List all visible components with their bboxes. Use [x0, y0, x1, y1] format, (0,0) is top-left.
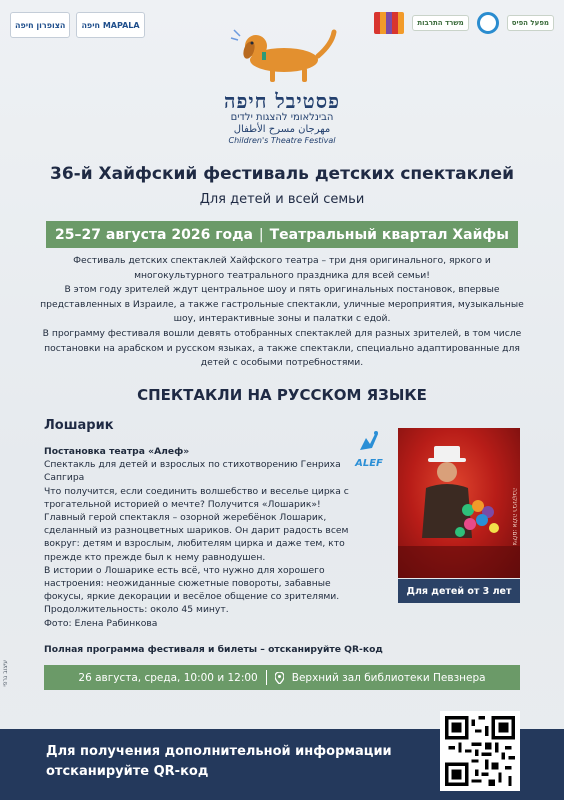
design-credit: עיצוב גרפי	[2, 660, 9, 687]
date-venue-banner	[46, 221, 518, 248]
intro-paragraph: Фестиваль детских спектаклей Хайфского театра – три дня оригинального, яркого и многокультурного театрального праздника для всей семьи!	[73, 255, 491, 281]
intro-paragraph: В программу фестиваля вошли девять отобранных спектаклей для разных зрителей, в том числе постановки на арабском и русском языках, а также спектакли, специально адаптированные для детей с особыми потребностями.	[42, 327, 522, 369]
show-duration: Продолжительность: около 45 минут.	[44, 604, 229, 616]
page-title: 36-й Хайфский фестиваль детских спектаклей	[49, 164, 514, 184]
divider	[266, 670, 267, 685]
logo-hatzofron: הצופרון חיפה	[10, 12, 70, 38]
performer-illustration	[398, 428, 520, 578]
festival-logo	[182, 18, 382, 158]
show-description	[44, 445, 354, 630]
logo-culture-ministry: משרד התרבות	[412, 15, 468, 31]
partner-logos-right	[374, 12, 554, 34]
location-pin-icon	[275, 672, 284, 684]
dog-balloon-icon	[222, 18, 342, 90]
festival-english: Children's Theatre Festival	[228, 136, 336, 145]
show-paragraph: Спектакль для детей и взрослых по стихотворению Генриха Сапгира	[44, 459, 341, 484]
show-name: Лошарик	[44, 418, 114, 433]
festival-venue: Театральный квартал Хайфы	[269, 226, 509, 243]
alef-logo	[354, 428, 384, 469]
intro-text	[40, 254, 524, 371]
schedule-location: Верхний зал библиотеки Певзнера	[291, 671, 486, 684]
show-photo-credit: Фото: Елена Рабинкова	[44, 617, 158, 629]
show-production: Постановка театра «Алеф»	[44, 446, 190, 457]
divider: |	[258, 226, 264, 243]
festival-hebrew-title: פסטיבל חיפה	[224, 89, 340, 113]
footer-line: отсканируйте QR-код	[46, 764, 209, 779]
festival-dates: 25–27 августа 2026 года	[55, 226, 253, 243]
show-photo	[398, 428, 520, 578]
show-paragraph: В истории о Лошарике есть всё, что нужно для хорошего настроения: неожиданные сюжетные повороты, забавные фокусы, яркие декорации и весёлое общение со зрителями.	[44, 564, 340, 603]
intro-paragraph: В этом году зрителей ждут центральное шоу и пять оригинальных постановок, впервые представленных в Израиле, а также гастрольные спектакли, уличные мероприятия, музыкальные шоу, интерактивные зоны и палатки с едой.	[40, 284, 524, 325]
schedule-banner	[44, 665, 520, 690]
festival-hebrew-subtitle: הבינלאומי להצגות ילדים	[230, 112, 334, 123]
footer-line: Для получения дополнительной информации	[46, 744, 392, 759]
schedule-datetime: 26 августа, среда, 10:00 и 12:00	[78, 671, 258, 684]
alef-bird-icon	[356, 428, 382, 454]
footer-text	[46, 742, 392, 782]
section-title: СПЕКТАКЛИ НА РУССКОМ ЯЗЫКЕ	[137, 386, 427, 404]
logo-haifa: חיפה MAPALA	[76, 12, 144, 38]
show-paragraph: Главный герой спектакля – озорной жеребёнок Лошарик, сделанный из разноцветных шариков. Он дарит радость всем вокруг: детям и взрослым, любителям цирка и даже тем, кто прежде кто прежде был к нему равнодушен.	[44, 512, 349, 563]
festival-arabic: مهرجان مسرح الأطفال	[233, 124, 331, 135]
qr-code-icon	[445, 716, 515, 786]
alef-label: ALEF	[355, 458, 383, 469]
page-subtitle: Для детей и всей семьи	[199, 192, 365, 207]
age-badge: Для детей от 3 лет	[398, 579, 520, 603]
photo-caption: צילום: אלנה רבינקובה	[511, 488, 518, 546]
show-paragraph: Что получится, если соединить волшебство и веселье цирка с трогательной историей о мечте? Получится «Лошарик»!	[44, 485, 349, 510]
partner-logos-left	[10, 12, 145, 38]
program-note: Полная программа фестиваля и билеты – отсканируйте QR-код	[44, 644, 383, 655]
qr-code[interactable]	[440, 711, 520, 791]
logo-circle-icon	[477, 12, 499, 34]
logo-pais: מפעל הפיס	[507, 15, 554, 31]
